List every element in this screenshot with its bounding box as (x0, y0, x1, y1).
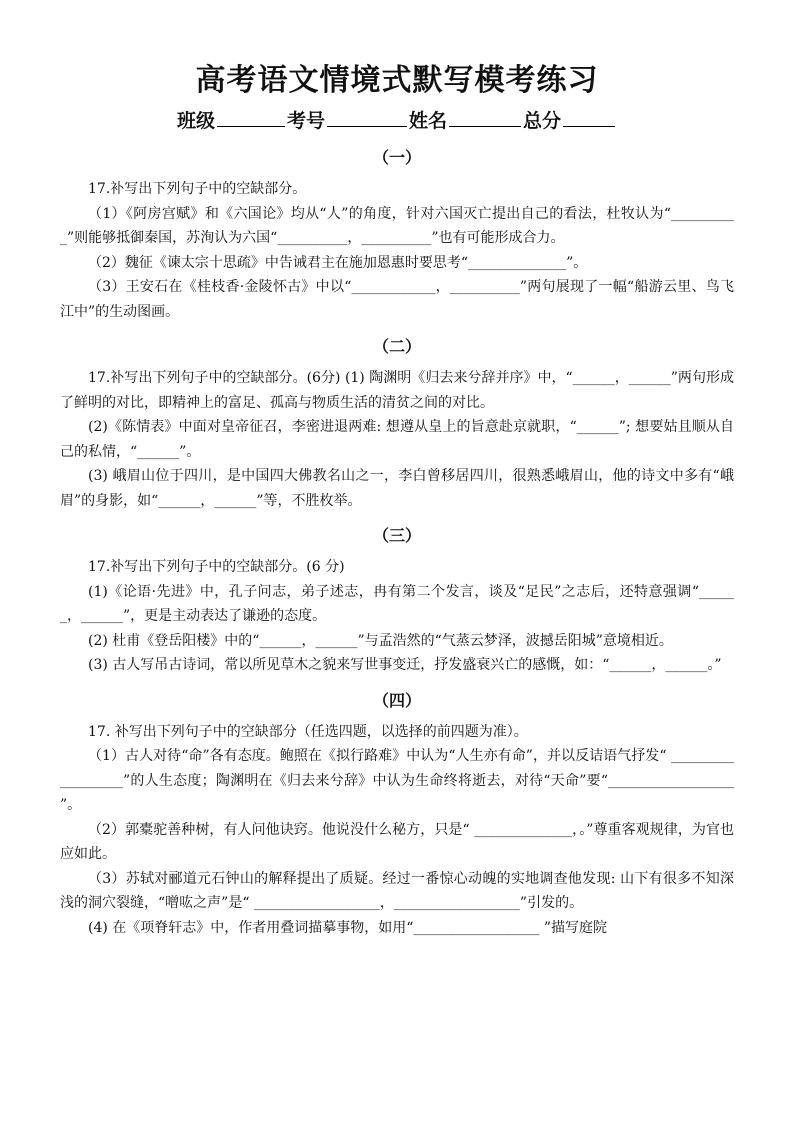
section-heading: （四） (372, 690, 421, 710)
name-label: 姓名 (409, 110, 448, 132)
question-item: （2）郭橐驼善种树，有人问他诀窍。他说没什么秘方，只是“ ______________，。”尊重客观规律，为官也应如此。 (60, 821, 734, 862)
question-item: (4) 在《项脊轩志》中，作者用叠词描摹事物，如用“__________________ ”描写庭院 (88, 919, 608, 936)
question-stem: 17.补写出下列句子中的空缺部分。(6分) (1) 陶渊明《归去来兮辞并序》中，“______，______”两句形成了鲜明的对比，即精神上的富足、孤高与物质生活的清贫之间的对比。 (60, 370, 734, 411)
total-score-label: 总分 (523, 110, 562, 132)
question-item: (3) 峨眉山位于四川，是中国四大佛教名山之一，李白曾移居四川，很熟悉峨眉山，他的诗文中多有“峨眉”的身影，如“______，______”等，不胜枚举。 (60, 468, 734, 509)
question-item: （1）《阿房宫赋》和《六国论》均从“人”的角度，针对六国灭亡提出自己的看法，杜牧认为“__________”则能够抵御秦国，苏洵认为六国“__________，__________”也有可能形成合力。 (60, 205, 734, 246)
question-stem: 17. 补写出下列句子中的空缺部分（任选四题，以选择的前四题为准）。 (88, 723, 528, 740)
student-info-line (60, 106, 734, 135)
page-title: 高考语文情境式默写模考练习 (195, 63, 599, 98)
section-1 (60, 147, 734, 324)
question-item: （3）苏轼对郦道元石钟山的解释提出了质疑。经过一番惊心动魄的实地调查他发现: 山下有很多不知深浅的洞穴裂缝，“噌吰之声”是“ __________________，__________________”引发的。 (60, 870, 734, 911)
class-blank[interactable] (217, 106, 285, 127)
question-item: (2) 杜甫《登岳阳楼》中的“______，______”与孟浩然的“气蒸云梦泽，波撼岳阳城”意境相近。 (88, 632, 673, 649)
section-heading: （二） (372, 337, 421, 356)
section-heading: （一） (372, 148, 421, 167)
question-stem: 17.补写出下列句子中的空缺部分。(6 分) (88, 559, 345, 575)
total-score-blank[interactable] (563, 106, 615, 127)
section-3 (60, 525, 734, 678)
question-item: （2）魏征《谏太宗十思疏》中告诫君主在施加恩惠时要思考“______________”。 (88, 254, 588, 271)
question-item: (2)《陈情表》中面对皇帝征召，李密进退两难: 想遵从皇上的旨意赴京就职，“______”; 想要姑且顺从自己的私情，“______”。 (60, 419, 734, 460)
section-heading: （三） (372, 526, 421, 545)
question-item: (1)《论语·先进》中，孔子问志，弟子述志，冉有第二个发言，谈及“足民”之志后，还特意强调“______，______”，更是主动表达了谦逊的态度。 (60, 583, 734, 624)
exam-number-blank[interactable] (327, 106, 407, 127)
class-label: 班级 (176, 110, 215, 132)
section-2 (60, 336, 734, 513)
question-item: （3）王安石在《桂枝香·金陵怀古》中以“____________，__________”两句展现了一幅“船游云里、鸟飞江中”的生动图画。 (60, 279, 734, 320)
name-blank[interactable] (449, 106, 521, 127)
question-item: （1）古人对待“命”各有态度。鲍照在《拟行路难》中认为“人生亦有命”，并以反诘语气抒发“ __________________”的人生态度；陶渊明在《归去来兮辞》中认为生命终将逝去，对待“天命”要“__________________ ”。 (60, 748, 734, 813)
question-item: (3) 古人写吊古诗词，常以所见草木之貌来写世事变迁，抒发盛衰兴亡的感慨，如：“______，______。” (88, 657, 722, 673)
section-4 (60, 690, 734, 941)
exam-number-label: 考号 (286, 110, 325, 132)
question-stem: 17.补写出下列句子中的空缺部分。 (88, 181, 307, 197)
